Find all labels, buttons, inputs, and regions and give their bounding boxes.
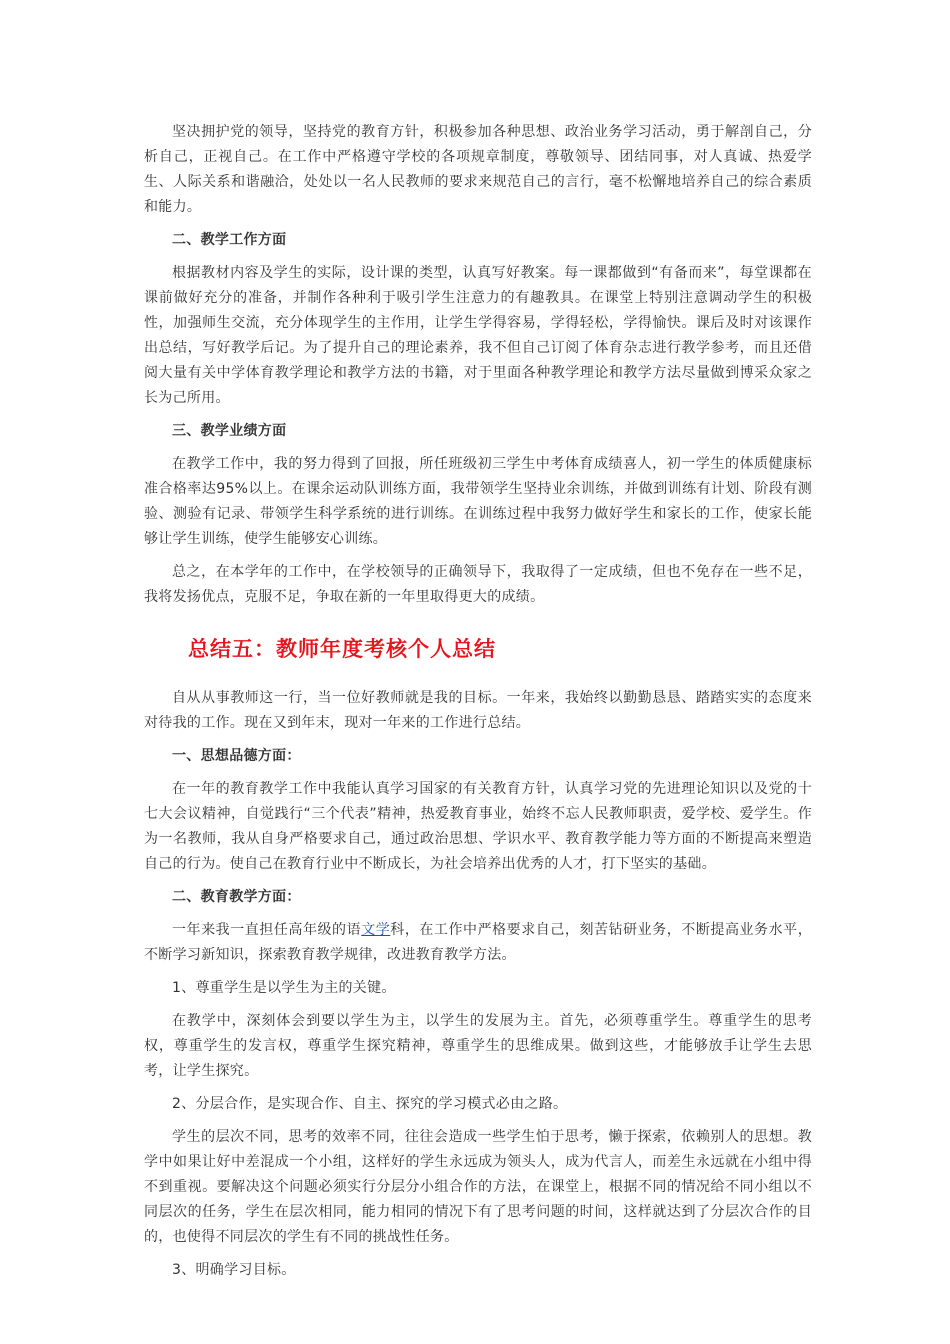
list-item-layered-cooperation: 2、分层合作，是实现合作、自主、探究的学习模式必由之路。 (172, 1096, 568, 1112)
paragraph-intro: 自从从事教师这一行，当一位好教师就是我的目标。一年来，我始终以勤勤恳恳、踏踏实实的态度来对待我的工作。现在又到年末，现对一年来的工作进行总结。 (144, 690, 812, 731)
literature-link[interactable]: 文学 (361, 922, 391, 938)
paragraph-education-teaching (144, 918, 812, 968)
paragraph-summary: 总之，在本学年的工作中，在学校领导的正确领导下，我取得了一定成绩，但也不免存在一些不足，我将发扬优点，克服不足，争取在新的一年里取得更大的成绩。 (144, 564, 812, 605)
heading-ideology-morality: 一、思想品德方面： (172, 748, 301, 764)
paragraph-teaching-results: 在教学工作中，我的努力得到了回报，所任班级初三学生中考体育成绩喜人，初一学生的体质健康标准合格率达95%以上。在课余运动队训练方面，我带领学生坚持业余训练，并做到训练有计划、阶段有测验、测验有记录、带领学生科学系统的进行训练。在训练过程中我努力做好学生和家长的工作，使家长能够让学生训练，使学生能够安心训练。 (144, 456, 812, 547)
paragraph-teaching-work: 根据教材内容及学生的实际，设计课的类型，认真写好教案。每一课都做到“有备而来”，每堂课都在课前做好充分的准备，并制作各种利于吸引学生注意力的有趣教具。在课堂上特别注意调动学生的积极性，加强师生交流，充分体现学生的主作用，让学生学得容易，学得轻松，学得愉快。课后及时对该课作出总结，写好教学后记。为了提升自己的理论素养，我不但自己订阅了体育杂志进行教学参考，而且还借阅大量有关中学体育教学理论和教学方法的书籍，对于里面各种教学理论和教学方法尽量做到博采众家之长为己所用。 (144, 265, 812, 406)
paragraph-layered-cooperation: 学生的层次不同，思考的效率不同，往往会造成一些学生怕于思考，懒于探索，依赖别人的思想。教学中如果让好中差混成一个小组，这样好的学生永远成为领头人，成为代言人，而差生永远就在小组中得不到重视。要解决这个问题必须实行分层分小组合作的方法，在课堂上，根据不同的情况给不同小组以不同层次的任务，学生在层次相同，能力相同的情况下有了思考问题的时间，这样就达到了分层次合作的目的，也使得不同层次的学生有不同的挑战性任务。 (144, 1129, 812, 1245)
paragraph-education-text-start: 一年来我一直担任高年级的语 (172, 922, 362, 938)
paragraph-education-text-end: 科，在工作中严格要求自己，刻苦钻研业务，不断提高业务水平，不断学习新知识，探索教育教学规律，改进教育教学方法。 (144, 922, 812, 963)
section-title-summary-five: 总结五：教师年度考核个人总结 (188, 637, 496, 661)
heading-education-teaching: 二、教育教学方面： (172, 889, 301, 905)
document-page (144, 120, 812, 1283)
paragraph-political-study: 坚决拥护党的领导，坚持党的教育方针，积极参加各种思想、政治业务学习活动，勇于解剖自己，分析自己，正视自己。在工作中严格遵守学校的各项规章制度，尊敬领导、团结同事，对人真诚、热爱学生、人际关系和谐融洽，处处以一名人民教师的要求来规范自己的言行，毫不松懈地培养自己的综合素质和能力。 (144, 124, 812, 215)
heading-teaching-work: 二、教学工作方面 (172, 232, 287, 248)
heading-teaching-results: 三、教学业绩方面 (172, 423, 287, 439)
paragraph-respect-students: 在教学中，深刻体会到要以学生为主，以学生的发展为主。首先，必须尊重学生。尊重学生的思考权，尊重学生的发言权，尊重学生探究精神，尊重学生的思维成果。做到这些，才能够放手让学生去思考，让学生探究。 (144, 1013, 812, 1079)
list-item-learning-goals: 3、明确学习目标。 (172, 1262, 296, 1278)
list-item-respect-students: 1、尊重学生是以学生为主的关键。 (172, 980, 396, 996)
paragraph-ideology-morality: 在一年的教育教学工作中我能认真学习国家的有关教育方针，认真学习党的先进理论知识以及党的十七大会议精神，自觉践行“三个代表”精神，热爱教育事业，始终不忘人民教师职责，爱学校、爱学生。作为一名教师，我从自身严格要求自己，通过政治思想、学识水平、教育教学能力等方面的不断提高来塑造自己的行为。使自己在教育行业中不断成长，为社会培养出优秀的人才，打下坚实的基础。 (144, 781, 812, 872)
